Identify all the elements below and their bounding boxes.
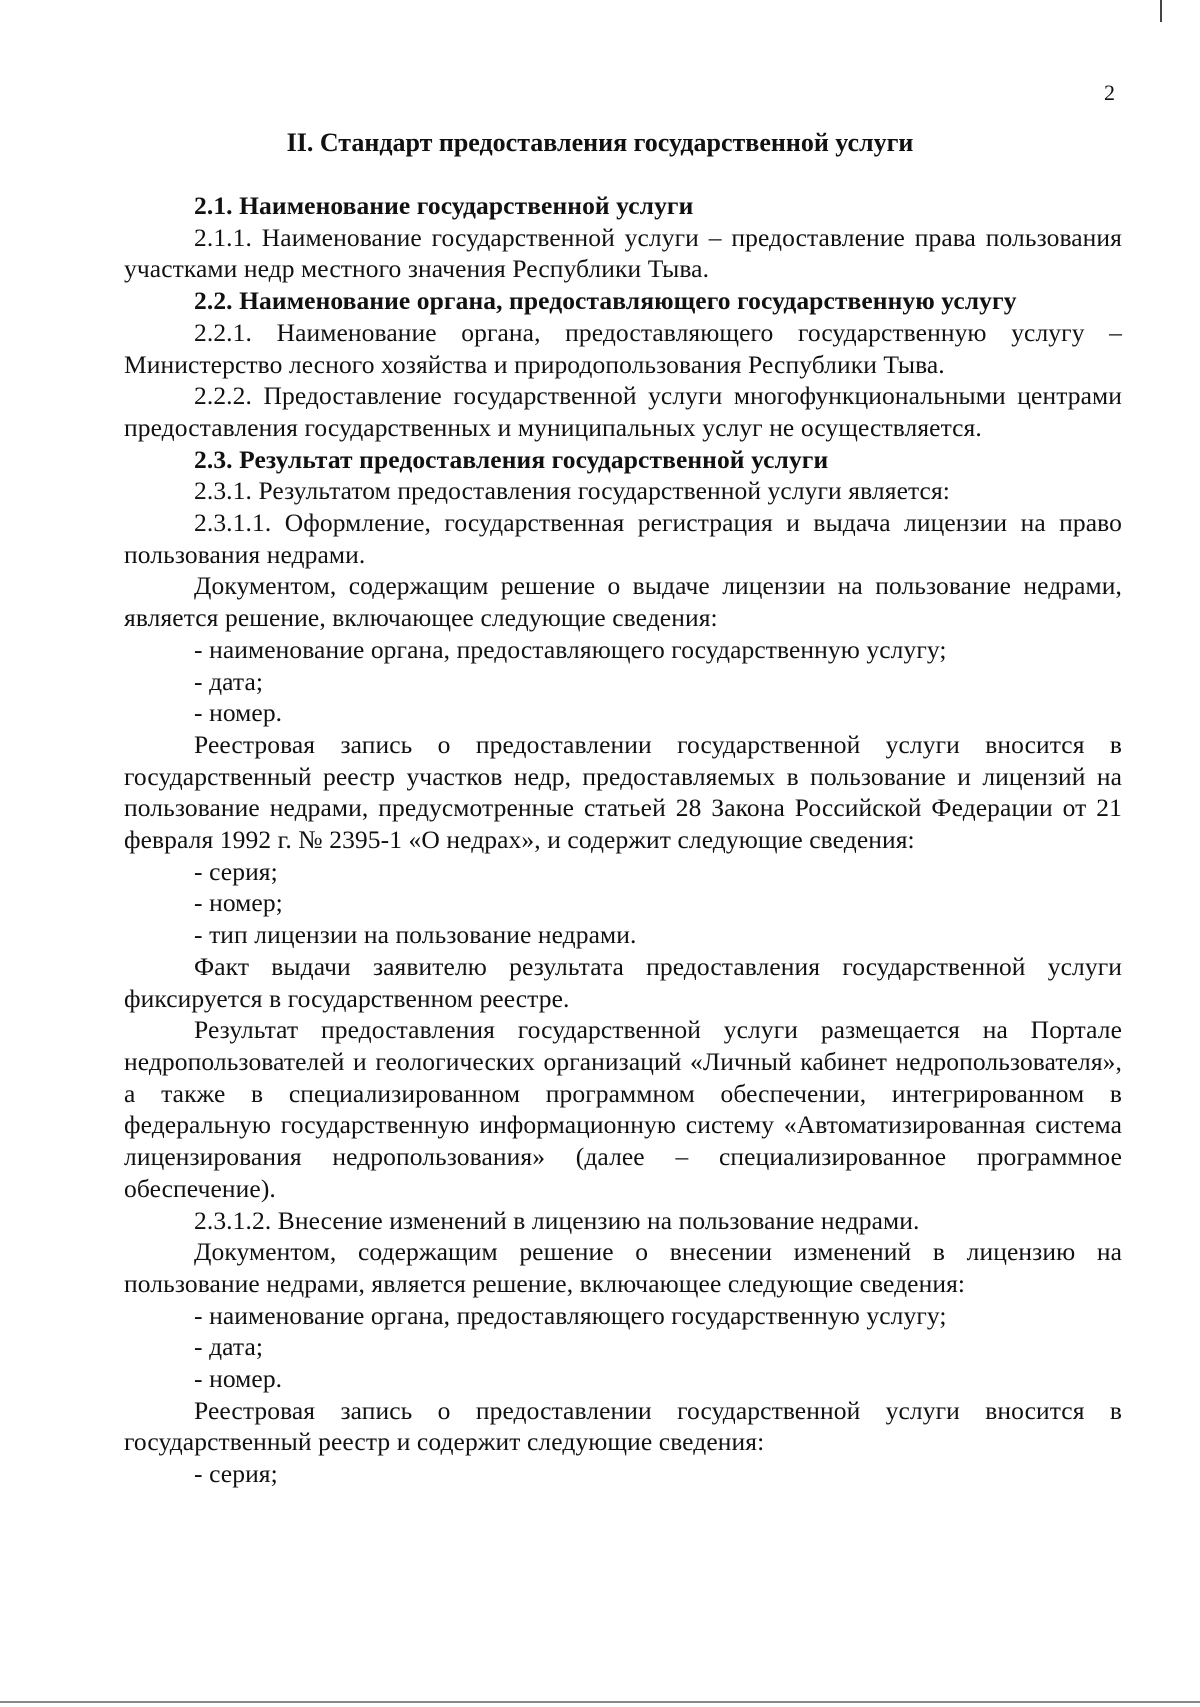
section-heading: II. Стандарт предоставления государственной услуги [286, 128, 914, 157]
subsection-heading: 2.2. Наименование органа, предоставляющего государственную услугу [194, 286, 1017, 316]
subsection-heading: 2.1. Наименование государственной услуги [194, 191, 694, 220]
list-item: - наименование органа, предоставляющего государственную услугу; [194, 1300, 947, 1330]
paragraph: Реестровая запись о предоставлении государственной услуги вносится в государственный реестр и содержит следующие сведения: [124, 1395, 1122, 1457]
paragraph: Факт выдачи заявителю результата предоставления государственной услуги фиксируется в государственном реестре. [124, 951, 1122, 1013]
paragraph: 2.1.1. Наименование государственной услуги – предоставление права пользования участками недр местного значения Республики Тыва. [124, 222, 1122, 284]
list-item: - дата; [194, 666, 264, 696]
document-body [124, 190, 1122, 1490]
paragraph: 2.3.1.2. Внесение изменений в лицензию на пользование недрами. [194, 1205, 920, 1235]
paragraph: 2.2.2. Предоставление государственной услуги многофункциональными центрами предоставления государственных и муниципальных услуг не осуществляется. [124, 381, 1122, 442]
list-item: - дата; [194, 1332, 264, 1362]
list-item: - номер. [194, 1364, 283, 1394]
page-number: 2 [1104, 80, 1115, 105]
paragraph: Документом, содержащим решение о выдаче лицензии на пользование недрами, является решение, включающее следующие сведения: [124, 571, 1122, 633]
paragraph: Документом, содержащим решение о внесении изменений в лицензию на пользование недрами, является решение, включающее следующие сведения: [124, 1237, 1122, 1298]
scan-edge-mark [1160, 0, 1162, 22]
list-item: - наименование органа, предоставляющего государственную услугу; [194, 634, 947, 664]
list-item: - серия; [194, 856, 278, 886]
subsection-heading: 2.3. Результат предоставления государственной услуги [194, 444, 829, 474]
list-item: - тип лицензии на пользование недрами. [194, 920, 637, 950]
list-item: - номер; [194, 888, 283, 918]
paragraph: 2.3.1.1. Оформление, государственная регистрация и выдача лицензии на право пользования недрами. [124, 508, 1122, 569]
paragraph: Реестровая запись о предоставлении государственной услуги вносится в государственный реестр участков недр, предоставляемых в пользование и лицензий на пользование недрами, предусмотренные статьей 28 Закона Российской Федерации от 21 февраля 1992 г. № 2395-1 «О недрах», и содержит следующие сведения: [124, 729, 1122, 855]
scan-bottom-edge [0, 1701, 1200, 1703]
paragraph: 2.3.1. Результатом предоставления государственной услуги является: [194, 476, 950, 506]
paragraph: Результат предоставления государственной услуги размещается на Портале недропользователей и геологических организаций «Личный кабинет недропользователя», а также в специализированном программном обеспечении, интегрированном в федеральную государственную информационную систему «Автоматизированная система лицензирования недропользования» (далее – специализированное программное обеспечение). [124, 1015, 1122, 1203]
paragraph: 2.2.1. Наименование органа, предоставляющего государственную услугу – Министерство лесного хозяйства и природопользования Республики Тыва. [124, 317, 1122, 379]
list-item: - номер. [194, 698, 283, 728]
list-item: - серия; [194, 1459, 278, 1489]
